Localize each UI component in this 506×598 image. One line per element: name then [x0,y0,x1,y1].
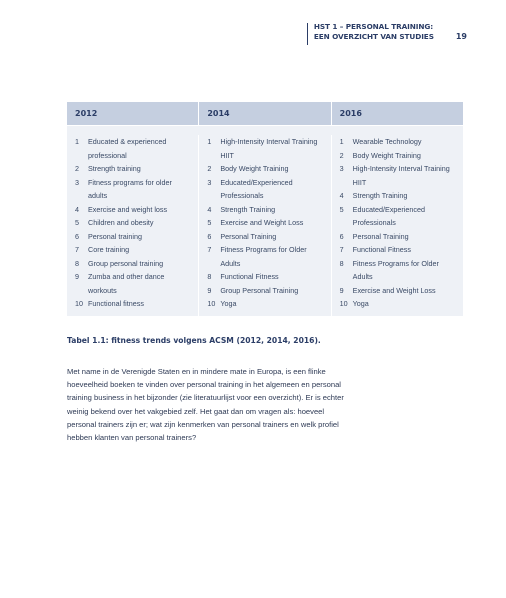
item-text: Strength Training [352,191,408,200]
item-text: Zumba and other dance workouts [88,272,165,295]
item-number: 8 [207,272,212,281]
item-text: Strength Training [220,204,276,214]
list-item [207,284,324,298]
list-item [207,230,324,244]
item-text: Fitness programs for older adults [88,177,172,200]
item-number: 7 [207,245,212,254]
column-2014 [199,135,331,316]
item-text: Fitness Programs for Older Adults [352,258,439,281]
item-text: Wearable Technology [352,137,422,146]
list-item [340,230,457,244]
column-header-2016: 2016 [339,109,362,118]
item-text: Fitness Programs for Older Adults [220,245,307,268]
list-item [340,162,457,189]
item-number: 9 [75,272,79,281]
list-item [75,270,192,297]
column-2012 [67,135,199,316]
item-number: 5 [75,218,79,227]
page-number: 19 [455,32,467,41]
item-text: Personal Training [220,231,277,241]
column-header-2012: 2012 [67,102,199,125]
table-header [67,102,463,126]
item-text: Personal training [88,231,142,241]
item-text: Strength training [88,164,141,173]
list-item [207,176,324,203]
item-text: Group personal training [88,258,164,268]
table-caption: Tabel 1.1: fitness trends volgens ACSM (2012, 2014, 2016). [67,336,321,345]
list-item [207,203,324,217]
item-number: 7 [339,245,344,254]
list-item [75,297,192,311]
item-number: 9 [339,285,344,295]
list-item [207,135,324,162]
list-item [75,243,192,257]
list-item [75,162,192,176]
header-title-line1: HST 1 – PERSONAL TRAINING: [313,22,434,31]
item-number: 6 [339,231,344,241]
item-number: 1 [339,137,344,146]
item-text: Body Weight Training [352,150,421,160]
list-item [75,216,192,230]
item-number: 8 [75,258,79,268]
item-text: Functional Fitness [352,245,411,254]
item-number: 7 [75,245,79,254]
list-item [340,135,457,149]
item-number: 5 [339,204,344,214]
list-item [340,203,457,230]
item-number: 6 [207,231,212,241]
list-item [75,203,192,217]
item-text: Educated/Experienced Professionals [220,177,293,200]
item-text: Children and obesity [88,218,154,227]
item-text: Educated/Experienced Professionals [352,204,425,227]
header-titles [314,22,434,42]
item-text: Functional Fitness [220,272,279,281]
header-divider [307,23,308,45]
body-paragraph: Met name in de Verenigde Staten en in mindere mate in Europa, is een flinke hoeveelheid boeken te vinden over personal training in het algemeen en personal training business in het bijzonder (zie literatuurlijst voor een overzicht). Er is echter weinig bekend over het vakgebied zelf. Het gaat dan om vragen als: hoeveel personal trainers zijn er; wat zijn kenmerken van personal trainers en welk profiel hebben klanten van personal trainers? [67,367,344,443]
list-item [340,257,457,284]
list-item [340,284,457,298]
header-title-line2: EEN OVERZICHT VAN STUDIES [313,32,434,41]
item-number: 2 [339,150,344,160]
item-text: High-Intensity Interval Training HIIT [352,164,450,187]
item-text: Yoga [352,299,369,308]
list-item [340,243,457,257]
item-number: 3 [339,164,344,173]
list-item [207,162,324,176]
item-number: 9 [207,285,212,295]
item-number: 3 [207,177,212,187]
list-item [340,297,457,311]
item-number: 1 [207,137,212,146]
item-number: 4 [339,191,344,200]
list-item [75,176,192,203]
list-item [75,230,192,244]
item-number: 2 [75,164,79,173]
item-text: Core training [88,245,130,254]
item-number: 1 [75,137,79,146]
list-item [207,270,324,284]
item-text: Personal Training [352,231,409,241]
item-text: Body Weight Training [220,164,289,173]
table-body [67,126,463,316]
list-item [207,243,324,270]
item-number: 4 [207,204,212,214]
item-number: 3 [75,177,79,187]
list-item [340,189,457,203]
running-header [307,22,467,45]
list-item [75,257,192,271]
fitness-trends-table [67,102,463,316]
list-item [207,216,324,230]
list-item [75,135,192,162]
item-text: Exercise and weight loss [88,204,168,214]
item-text: Exercise and Weight Loss [352,285,436,295]
item-text: Exercise and Weight Loss [220,218,304,227]
item-text: Yoga [220,299,237,308]
item-number: 10 [339,299,348,308]
item-number: 8 [339,258,344,268]
item-number: 10 [75,299,83,308]
item-number: 5 [207,218,212,227]
item-text: Functional fitness [88,299,144,308]
item-text: Educated & experienced professional [88,137,167,160]
list-item [340,149,457,163]
item-number: 10 [207,299,216,308]
item-text: Group Personal Training [220,285,299,295]
item-number: 6 [75,231,79,241]
item-number: 2 [207,164,212,173]
item-number: 4 [75,204,79,214]
list-item [207,297,324,311]
item-text: High-Intensity Interval Training HIIT [220,137,318,160]
column-2016 [332,135,463,316]
column-header-2014: 2014 [199,102,331,125]
